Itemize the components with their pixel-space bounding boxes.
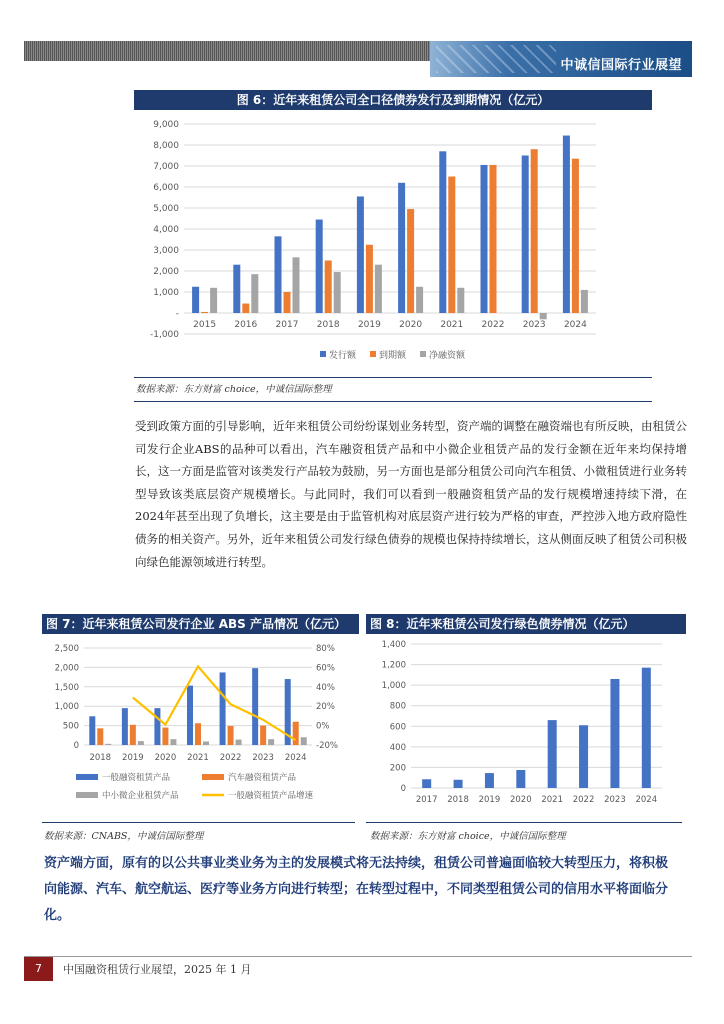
x-tick-label: 2015 [193, 320, 217, 330]
bar-净融资额-2023 [540, 313, 547, 319]
y2-tick-label: -20% [316, 741, 338, 751]
y-tick-label: 500 [62, 721, 79, 732]
figure8-title: 图 8：近年来租赁公司发行绿色债券情况（亿元） [366, 614, 686, 634]
bar-中小微企业租赁产品-2023 [268, 739, 274, 745]
x-tick-label: 2020 [399, 320, 423, 330]
y-tick-label: 1,000 [381, 681, 406, 692]
y-tick-label: 9,000 [153, 120, 179, 130]
bar-绿色债券-2024 [642, 668, 651, 788]
y2-tick-label: 60% [316, 663, 335, 674]
figure7-source: 数据来源：CNABS，中诚信国际整理 [44, 831, 204, 842]
bar-净融资额-2016 [251, 274, 258, 313]
y2-tick-label: 20% [316, 702, 335, 713]
legend-swatch-汽车融资租赁产品 [202, 774, 224, 780]
figure6-title: 图 6：近年来租赁公司全口径债券发行及到期情况（亿元） [134, 90, 652, 110]
bar-绿色债券-2022 [579, 725, 588, 788]
bar-中小微企业租赁产品-2022 [236, 740, 242, 745]
bar-到期额-2016 [242, 304, 249, 313]
legend-swatch-发行额 [320, 351, 326, 357]
bar-汽车融资租赁产品-2023 [260, 726, 266, 745]
y-tick-label: - [175, 309, 179, 319]
bar-到期额-2024 [572, 159, 579, 313]
legend-swatch-净融资额 [420, 351, 426, 357]
bar-一般融资租赁产品-2019 [122, 708, 128, 745]
x-tick-label: 2023 [604, 795, 626, 805]
figure6-rule-bottom [134, 401, 652, 402]
bar-中小微企业租赁产品-2019 [138, 741, 144, 745]
figure8-chart [366, 612, 682, 812]
bar-到期额-2019 [366, 245, 373, 313]
page-number: 7 [24, 957, 53, 981]
y-tick-label: 3,000 [153, 246, 179, 256]
legend-label-净融资额: 净融资额 [429, 351, 466, 361]
y2-tick-label: 80% [316, 644, 335, 654]
figure8-rule [366, 822, 682, 823]
bar-汽车融资租赁产品-2018 [97, 728, 103, 745]
y-tick-label: 5,000 [153, 204, 179, 214]
footer-rule [24, 956, 692, 957]
figure7-title: 图 7：近年来租赁公司发行企业 ABS 产品情况（亿元） [42, 614, 359, 634]
y-tick-label: 200 [389, 763, 406, 774]
bar-中小微企业租赁产品-2018 [105, 744, 111, 745]
x-tick-label: 2023 [252, 753, 274, 763]
bar-发行额-2023 [522, 156, 529, 314]
bar-净融资额-2020 [416, 287, 423, 313]
bar-汽车融资租赁产品-2019 [130, 725, 136, 745]
y-tick-label: 400 [389, 742, 406, 753]
bar-发行额-2020 [398, 183, 405, 313]
y-tick-label: 8,000 [153, 141, 179, 151]
bar-净融资额-2018 [334, 272, 341, 313]
header-title: 中诚信国际行业展望 [560, 58, 682, 73]
bar-一般融资租赁产品-2022 [220, 672, 226, 745]
bar-一般融资租赁产品-2021 [187, 686, 193, 745]
bar-净融资额-2015 [210, 288, 217, 313]
figure6-source: 数据来源：东方财富 choice，中诚信国际整理 [136, 384, 332, 395]
legend-swatch-到期额 [370, 351, 376, 357]
legend-label-汽车融资租赁产品: 汽车融资租赁产品 [228, 773, 297, 783]
bar-净融资额-2017 [293, 257, 300, 313]
bar-到期额-2022 [490, 165, 497, 313]
x-tick-label: 2024 [563, 320, 587, 330]
y-tick-label: 2,000 [153, 267, 179, 277]
bar-到期额-2018 [325, 261, 332, 314]
bar-中小微企业租赁产品-2020 [170, 739, 176, 745]
legend-label-一般融资租赁产品增速: 一般融资租赁产品增速 [228, 791, 314, 801]
body-paragraph: 受到政策方面的引导影响，近年来租赁公司纷纷谋划业务转型，资产端的调整在融资端也有所反映，由租赁公司发行企业ABS的品种可以看出，汽车融资租赁产品和中小微企业租赁产品的发行金额在近年来均保持增长，这一方面是监管对该类发行产品较为鼓励，另一方面也是部分租赁公司向汽车租赁、小微租赁进行业务转型导致该类底层资产规模增长。与此同时，我们可以看到一般融资租赁产品的发行规模增速持续下滑，在2024年甚至出现了负增长，这主要是由于监管机构对底层资产进行较为严格的审查，严控涉入地方政府隐性债务的相关资产。另外，近年来租赁公司发行绿色债券的规模也保持持续增长，这从侧面反映了租赁公司积极向绿色能源领域进行转型。 [135, 419, 687, 569]
y-tick-label: 800 [389, 701, 406, 712]
figure7-rule [42, 822, 355, 823]
bar-一般融资租赁产品-2018 [89, 716, 95, 745]
header-decoration [436, 45, 556, 73]
x-tick-label: 2016 [234, 320, 258, 330]
bar-发行额-2018 [316, 220, 323, 313]
bar-绿色债券-2018 [454, 780, 463, 788]
x-tick-label: 2023 [522, 320, 546, 330]
y-tick-label: 1,000 [54, 702, 79, 713]
x-tick-label: 2021 [440, 320, 464, 330]
x-tick-label: 2024 [284, 753, 307, 763]
y-tick-label: 2,000 [54, 663, 79, 674]
bar-汽车融资租赁产品-2024 [293, 722, 299, 745]
bar-到期额-2020 [407, 209, 414, 313]
y-tick-label: 6,000 [153, 183, 179, 193]
bar-发行额-2017 [275, 236, 282, 313]
bar-汽车融资租赁产品-2022 [228, 726, 234, 745]
bar-到期额-2021 [448, 177, 455, 314]
legend-label-一般融资租赁产品: 一般融资租赁产品 [102, 773, 171, 783]
bar-中小微企业租赁产品-2024 [301, 737, 307, 745]
y-tick-label: 0 [400, 784, 406, 794]
x-tick-label: 2017 [275, 320, 299, 330]
x-tick-label: 2020 [154, 753, 177, 763]
x-tick-label: 2018 [447, 795, 469, 805]
x-tick-label: 2022 [219, 753, 242, 763]
figure7-chart [42, 612, 355, 812]
x-tick-label: 2019 [357, 320, 381, 330]
bar-绿色债券-2019 [485, 773, 494, 788]
bar-净融资额-2021 [457, 288, 464, 313]
bar-到期额-2015 [201, 312, 208, 313]
figure6-rule [134, 377, 652, 378]
bar-汽车融资租赁产品-2020 [162, 728, 168, 745]
bar-净融资额-2019 [375, 265, 382, 313]
y-tick-label: 7,000 [153, 162, 179, 172]
bar-发行额-2024 [563, 136, 570, 313]
legend-swatch-一般融资租赁产品 [76, 774, 98, 780]
y-tick-label: -1,000 [149, 330, 179, 340]
y-tick-label: 1,200 [381, 660, 406, 671]
bar-发行额-2021 [439, 151, 446, 313]
x-tick-label: 2018 [89, 753, 112, 763]
x-tick-label: 2022 [481, 320, 505, 330]
x-tick-label: 2017 [415, 795, 438, 805]
y-tick-label: 600 [389, 722, 406, 733]
bar-到期额-2023 [531, 149, 538, 313]
bar-一般融资租赁产品-2020 [154, 708, 160, 745]
y-tick-label: 1,000 [153, 288, 179, 298]
x-tick-label: 2024 [635, 795, 658, 805]
bar-发行额-2022 [481, 165, 488, 313]
legend-label-中小微企业租赁产品: 中小微企业租赁产品 [102, 791, 179, 801]
bar-绿色债券-2020 [516, 770, 525, 788]
bar-绿色债券-2021 [548, 720, 557, 788]
bar-发行额-2015 [192, 287, 199, 313]
legend-label-发行额: 发行额 [329, 351, 357, 361]
bar-净融资额-2024 [581, 290, 588, 313]
x-tick-label: 2021 [187, 753, 209, 763]
y2-tick-label: 0% [316, 721, 330, 732]
figure8-source: 数据来源：东方财富 choice，中诚信国际整理 [370, 831, 566, 842]
figure6-chart [134, 112, 654, 377]
bar-一般融资租赁产品-2023 [252, 668, 258, 745]
bar-绿色债券-2023 [610, 679, 619, 788]
y2-tick-label: 40% [316, 682, 335, 693]
conclusion-text: 资产端方面，原有的以公共事业类业务为主的发展模式将无法持续，租赁公司普遍面临较大转型压力，将积极向能源、汽车、航空航运、医疗等业务方向进行转型；在转型过程中，不同类型租赁公司的信用水平将面临分化。 [44, 856, 669, 923]
bar-中小微企业租赁产品-2021 [203, 742, 209, 745]
y-tick-label: 4,000 [153, 225, 179, 235]
y-tick-label: 1,500 [54, 682, 79, 693]
x-tick-label: 2018 [316, 320, 340, 330]
y-tick-label: 0 [73, 741, 79, 751]
bar-发行额-2016 [233, 265, 240, 313]
bar-绿色债券-2017 [422, 779, 431, 788]
footer-text: 中国融资租赁行业展望，2025 年 1 月 [63, 963, 252, 976]
legend-swatch-中小微企业租赁产品 [76, 792, 98, 798]
x-tick-label: 2019 [478, 795, 501, 805]
x-tick-label: 2019 [122, 753, 144, 763]
x-tick-label: 2022 [572, 795, 595, 805]
bar-发行额-2019 [357, 196, 364, 313]
y-tick-label: 2,500 [54, 644, 79, 654]
x-tick-label: 2021 [541, 795, 564, 805]
legend-label-到期额: 到期额 [379, 351, 407, 361]
bar-汽车融资租赁产品-2021 [195, 723, 201, 745]
bar-到期额-2017 [284, 292, 291, 313]
x-tick-label: 2020 [509, 795, 532, 805]
y-tick-label: 1,400 [381, 640, 406, 650]
header-banner [430, 41, 692, 77]
